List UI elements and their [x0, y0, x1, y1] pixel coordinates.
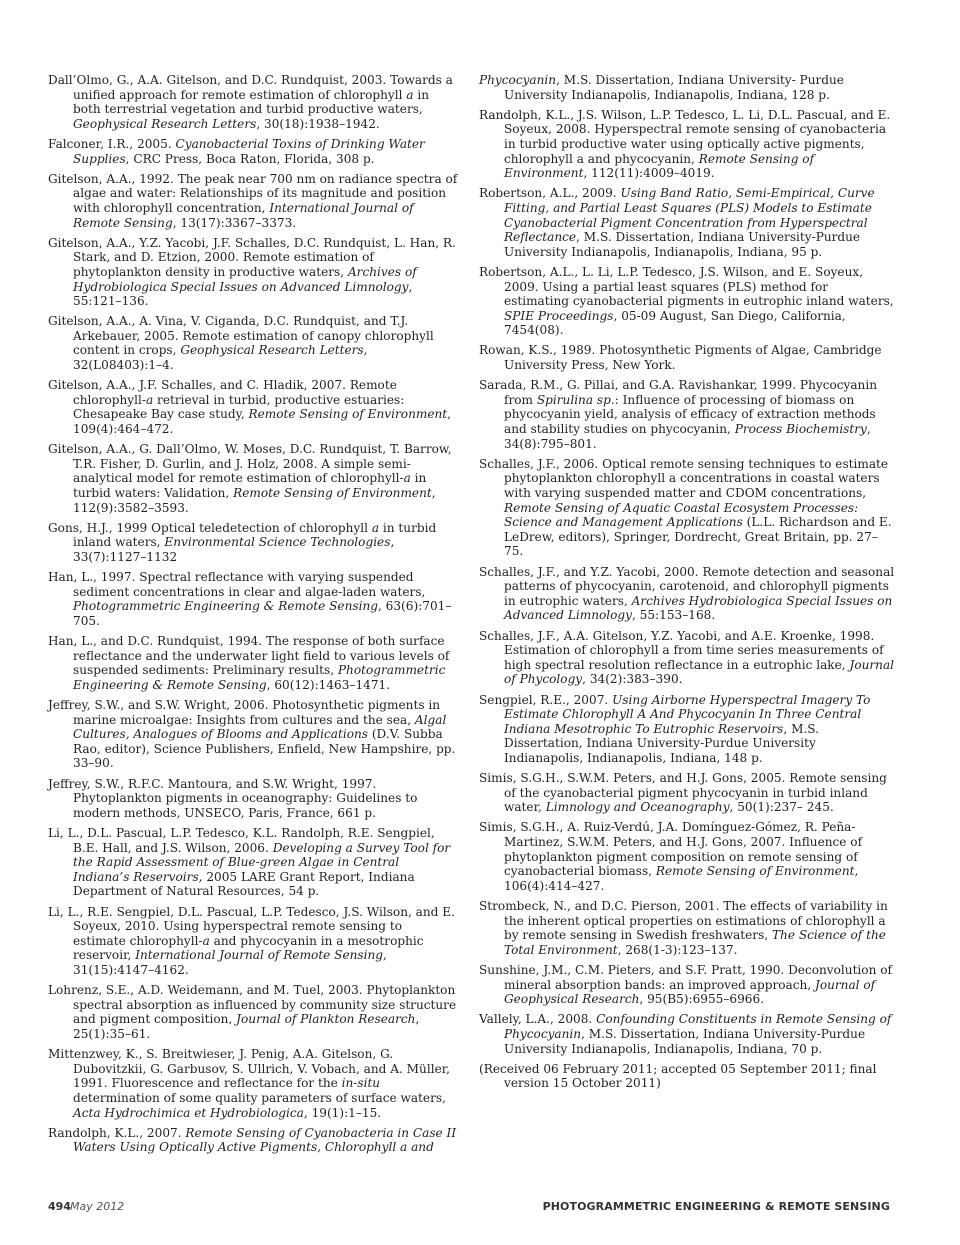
- reference-italic-text: Photogrammetric Engineering & Remote Sensing: [73, 599, 378, 614]
- reference-text: Vallely, L.A., 2008.: [479, 1012, 597, 1027]
- reference-italic-text: Geophysical Research Letters: [180, 343, 364, 358]
- reference-text: Han, L., 1997. Spectral reflectance with varying suspended sediment concentrations in clear and algae-laden waters,: [48, 570, 426, 599]
- reference-entry: [48, 236, 458, 309]
- reference-text: , 95(B5):6955–6966.: [639, 992, 765, 1007]
- reference-text: Li, L., D.L. Pascual, L.P. Tedesco, K.L. Randolph, R.E. Sengpiel, B.E. Hall, and J.S. Wilson, 2006.: [48, 826, 435, 855]
- reference-text: , 05-09 August, San Diego, California, 7454(08).: [504, 308, 846, 338]
- reference-text: in turbid waters: Validation,: [73, 471, 427, 500]
- reference-text: Strombeck, N., and D.C. Pierson, 2001. The effects of variability in the inherent optical properties on estimations of chlorophyll a by remote sensing in Swedish freshwaters,: [479, 899, 888, 943]
- reference-italic-text: a: [371, 520, 380, 535]
- reference-text: , M.S. Dissertation, Indiana University-Purdue University Indianapolis, Indianapolis, Indiana, 70 p.: [504, 1026, 866, 1056]
- reference-text: Rowan, K.S., 1989. Photosynthetic Pigments of Algae, Cambridge University Press, New York.: [479, 343, 882, 373]
- reference-entry: [48, 570, 458, 628]
- reference-entry: [479, 629, 895, 687]
- reference-italic-text: SPIE Proceedings: [504, 308, 614, 323]
- reference-italic-text: Archives Hydrobiologica Special Issues on Advanced Limnology: [504, 593, 893, 623]
- reference-italic-text: a: [406, 87, 414, 102]
- reference-entry: [479, 899, 895, 957]
- reference-italic-text: Archives of Hydrobiologica Special Issues on Advanced Limnology: [73, 264, 417, 294]
- reference-entry: [479, 1062, 895, 1091]
- reference-entry: [48, 777, 458, 821]
- reference-entry: [479, 820, 895, 893]
- reference-entry: [479, 457, 895, 559]
- reference-text: , 268(1-3):123–137.: [617, 942, 738, 957]
- reference-italic-text: Limnology and Oceanography: [545, 800, 730, 815]
- reference-text: determination of some quality parameters of surface waters,: [73, 1090, 446, 1105]
- reference-text: , 13(17):3367–3373.: [172, 215, 297, 230]
- reference-text: Simis, S.G.H., S.W.M. Peters, and H.J. Gons, 2005. Remote sensing of the cyanobacterial pigment phycocyanin in turbid inland water,: [479, 771, 887, 815]
- reference-entry: [479, 343, 895, 372]
- reference-text: , 109(4):464–472.: [73, 407, 451, 437]
- reference-text: , 55:153–168.: [631, 608, 716, 623]
- reference-entry: [479, 565, 895, 623]
- reference-entry: [479, 693, 895, 766]
- reference-entry: [48, 172, 458, 230]
- reference-text: , 30(18):1938–1942.: [256, 116, 380, 131]
- reference-text: , 112(9):3582–3593.: [73, 486, 436, 515]
- reference-text: Sengpiel, R.E., 2007.: [479, 692, 613, 707]
- reference-text: (L.L. Richardson and E. LeDrew, editors), Springer, Dordrecht, Great Britain, pp. 27–75.: [504, 515, 892, 559]
- reference-text: , 34(8):795–801.: [504, 422, 871, 451]
- reference-italic-text: Remote Sensing of Aquatic Coastal Ecosystem Processes: Science and Management Applications: [504, 500, 859, 530]
- reference-text: Sarada, R.M., G. Pillai, and G.A. Ravishankar, 1999. Phycocyanin from: [479, 378, 878, 407]
- reference-text: , 25(1):35–61.: [73, 1012, 420, 1041]
- reference-text: , 19(1):1–15.: [303, 1105, 382, 1120]
- reference-text: , M.S. Dissertation, Indiana University-Purdue University Indianapolis, Indianapolis, Indiana, 95 p.: [504, 230, 861, 259]
- reference-entry: [48, 314, 458, 372]
- reference-text: , 60(12):1463–1471.: [266, 677, 391, 692]
- reference-text: , 55:121–136.: [73, 279, 413, 309]
- reference-text: , 112(11):4009–4019.: [583, 166, 715, 181]
- reference-text: Gitelson, A.A., A. Vina, V. Ciganda, D.C. Rundquist, and T.J. Arkebauer, 2005. Remote estimation of canopy chlorophyll content in crops,: [48, 314, 434, 358]
- reference-entry: [479, 963, 895, 1007]
- reference-entry: [48, 73, 458, 131]
- reference-text: Schalles, J.F., A.A. Gitelson, Y.Z. Yacobi, and A.E. Kroenke, 1998. Estimation of chlorophyll a from time series measurements of high spectral resolution reflectance in a eutrophic lake,: [479, 628, 884, 672]
- reference-text: Gitelson, A.A., J.F. Schalles, and C. Hladik, 2007. Remote chlorophyll-: [48, 378, 397, 407]
- reference-text: : Influence of processing of biomass on phycocyanin yield, analysis of efficacy of extraction methods and stability studies on phycocyanin,: [504, 392, 876, 437]
- reference-text: Randolph, K.L., 2007.: [48, 1125, 186, 1140]
- reference-entry: [48, 634, 458, 692]
- reference-italic-text: Remote Sensing of Environment: [655, 864, 855, 879]
- journal-name: PHOTOGRAMMETRIC ENGINEERING & REMOTE SENSING: [542, 1200, 890, 1213]
- reference-italic-text: a: [403, 471, 411, 486]
- reference-text: and phycocyanin in a mesotrophic reservoir,: [73, 933, 424, 963]
- reference-italic-text: Remote Sensing of Environment: [504, 151, 815, 181]
- reference-text: Li, L., R.E. Sengpiel, D.L. Pascual, L.P. Tedesco, J.S. Wilson, and E. Soyeux, 2010. Using hyperspectral remote sensing to estimate chlorophyll-: [48, 904, 455, 948]
- reference-text: Gons, H.J., 1999 Optical teledetection of chlorophyll: [48, 520, 372, 535]
- reference-entry: [48, 826, 458, 899]
- reference-text: in both terrestrial vegetation and turbid productive waters,: [73, 87, 430, 117]
- reference-italic-text: a: [202, 933, 210, 948]
- reference-italic-text: Algal Cultures, Analogues of Blooms and Applications: [73, 712, 447, 742]
- reference-text: , 31(15):4147–4162.: [73, 948, 387, 977]
- reference-italic-text: The Science of the Total Environment: [504, 928, 886, 957]
- reference-italic-text: Journal of Geophysical Research: [504, 977, 876, 1007]
- reference-text: , 106(4):414–427.: [504, 864, 859, 893]
- page-number: 494: [48, 1200, 71, 1213]
- references-right-column: [479, 73, 895, 1097]
- reference-text: , 50(1):237– 245.: [729, 800, 834, 815]
- reference-entry: [479, 108, 895, 181]
- reference-text: , 34(2):383–390.: [582, 672, 683, 687]
- reference-italic-text: in-situ: [341, 1076, 381, 1091]
- page-footer: [48, 1200, 890, 1216]
- reference-text: , 2005 LARE Grant Report, Indiana Department of Natural Resources, 54 p.: [73, 869, 415, 899]
- reference-italic-text: Using Band Ratio, Semi-Empirical, Curve Fitting, and Partial Least Squares (PLS) Models to Estimate Cyanobacterial Pigment Concentration from Hyperspectral Reflectance: [504, 186, 875, 245]
- reference-italic-text: Environmental Science Technologies: [164, 535, 391, 550]
- reference-text: Gitelson, A.A., 1992. The peak near 700 nm on radiance spectra of algae and water: Relationships of its magnitude and position with chlorophyll concentration,: [48, 171, 458, 215]
- reference-text: in turbid inland waters,: [73, 520, 437, 550]
- reference-entry: [48, 983, 458, 1041]
- reference-entry: [479, 378, 895, 451]
- reference-text: Han, L., and D.C. Rundquist, 1994. The response of both surface reflectance and the underwater light field to various levels of suspended sediments: Preliminary results,: [48, 634, 450, 678]
- reference-entry: [479, 771, 895, 815]
- reference-italic-text: Journal of Phycology: [504, 657, 895, 687]
- reference-entry: [48, 698, 458, 771]
- reference-text: Gitelson, A.A., Y.Z. Yacobi, J.F. Schalles, D.C. Rundquist, L. Han, R. Stark, and D. Etzion, 2000. Remote estimation of phytoplankton density in productive waters,: [48, 235, 456, 279]
- reference-entry: [48, 1047, 458, 1120]
- reference-italic-text: Photogrammetric Engineering & Remote Sensing: [73, 663, 446, 692]
- reference-text: Falconer, I.R., 2005.: [48, 136, 176, 151]
- reference-entry: [48, 905, 458, 978]
- reference-italic-text: a: [145, 392, 154, 407]
- reference-text: Sunshine, J.M., C.M. Pieters, and S.F. Pratt, 1990. Deconvolution of mineral absorption bands: an improved approach,: [479, 962, 892, 992]
- reference-text: , M.S. Dissertation, Indiana University-Purdue University Indianapolis, Indianapolis, Indiana, 148 p.: [504, 721, 820, 765]
- reference-text: (D.V. Subba Rao, editor), Science Publishers, Enfield, New Hampshire, pp. 33–90.: [73, 727, 456, 771]
- reference-text: retrieval in turbid, productive estuaries: Chesapeake Bay case study,: [73, 392, 405, 422]
- reference-entry: [479, 186, 895, 259]
- reference-entry: [479, 73, 895, 102]
- reference-italic-text: Acta Hydrochimica et Hydrobiologica: [73, 1105, 304, 1120]
- reference-text: Robertson, A.L., L. Li, L.P. Tedesco, J.S. Wilson, and E. Soyeux, 2009. Using a partial least squares (PLS) method for estimating cyanobacterial pigments in eutrophic inland waters,: [479, 264, 894, 309]
- reference-entry: [48, 442, 458, 515]
- reference-italic-text: International Journal of Remote Sensing: [135, 948, 384, 963]
- reference-italic-text: International Journal of Remote Sensing: [73, 200, 414, 230]
- reference-text: (Received 06 February 2011; accepted 05 September 2011; final version 15 October 2011): [479, 1061, 877, 1091]
- reference-text: Dall’Olmo, G., A.A. Gitelson, and D.C. Rundquist, 2003. Towards a unified approach for remote estimation of chlorophyll: [48, 73, 453, 102]
- reference-entry: [479, 1012, 895, 1056]
- references-left-column: [48, 73, 458, 1160]
- reference-text: Simis, S.G.H., A. Ruiz-Verdú, J.A. Domínguez-Gómez, R. Peña-Martinez, S.W.M. Peters, and H.J. Gons, 2007. Influence of phytoplankton pigment composition on remote sensing of cyanobacterial biomass,: [479, 820, 863, 879]
- reference-text: Robertson, A.L., 2009.: [479, 186, 621, 201]
- reference-text: Schalles, J.F., 2006. Optical remote sensing techniques to estimate phytoplankton chlorophyll a concentrations in coastal waters with varying suspended matter and CDOM concentrations,: [479, 456, 889, 500]
- reference-text: , 63(6):701–705.: [73, 599, 452, 628]
- reference-italic-text: Developing a Survey Tool for the Rapid Assessment of Blue-green Algae in Central Indiana’s Reservoirs: [73, 840, 451, 884]
- reference-text: Mittenzwey, K., S. Breitwieser, J. Penig, A.A. Gitelson, G. Dubovitzkii, G. Garbusov, S. Ullrich, V. Vobach, and A. Müller, 1991. Fluorescence and reflectance for the: [48, 1047, 451, 1091]
- reference-text: , CRC Press, Boca Raton, Florida, 308 p.: [125, 151, 375, 166]
- reference-italic-text: Spirulina sp.: [536, 392, 615, 407]
- issue-date: May 2012: [70, 1200, 125, 1213]
- reference-entry: [48, 378, 458, 436]
- reference-italic-text: Remote Sensing of Cyanobacteria in Case II Waters Using Optically Active Pigments, Chlorophyll a and: [73, 1125, 457, 1155]
- reference-text: Lohrenz, S.E., A.D. Weidemann, and M. Tuel, 2003. Phytoplankton spectral absorption as influenced by community size structure and pigment composition,: [48, 983, 457, 1027]
- reference-italic-text: Remote Sensing of Environment: [233, 486, 432, 500]
- reference-text: Jeffrey, S.W., R.F.C. Mantoura, and S.W. Wright, 1997. Phytoplankton pigments in oceanography: Guidelines to modern methods, UNSECO, Paris, France, 661 p.: [48, 776, 418, 820]
- reference-text: , 32(L08403):1–4.: [73, 343, 368, 373]
- reference-italic-text: Remote Sensing of Environment: [248, 407, 448, 422]
- reference-text: Gitelson, A.A., G. Dall’Olmo, W. Moses, D.C. Rundquist, T. Barrow, T.R. Fisher, D. Gurlin, and J. Holz, 2008. A simple semi-analytical model for remote estimation of chlorophyll-: [48, 442, 452, 486]
- reference-italic-text: Using Airborne Hyperspectral Imagery To Estimate Chlorophyll A And Phycocyanin In Three Central Indiana Mesotrophic To Eutrophic Reservoirs: [504, 692, 871, 736]
- reference-entry: [479, 265, 895, 338]
- reference-italic-text: Geophysical Research Letters: [73, 116, 257, 131]
- reference-italic-text: Cyanobacterial Toxins of Drinking Water Supplies: [73, 136, 425, 166]
- reference-italic-text: Process Biochemistry: [734, 422, 867, 437]
- reference-italic-text: Confounding Constituents in Remote Sensing of Phycocyanin: [504, 1012, 892, 1041]
- reference-text: , M.S. Dissertation, Indiana University- Purdue University Indianapolis, Indianapolis, Indiana, 128 p.: [504, 73, 844, 102]
- reference-text: , 33(7):1127–1132: [73, 535, 395, 564]
- reference-entry: [48, 1126, 458, 1155]
- reference-text: Randolph, K.L., J.S. Wilson, L.P. Tedesco, L. Li, D.L. Pascual, and E. Soyeux, 2008. Hyperspectral remote sensing of cyanobacteria in turbid productive water using optically active pigments, chlorophyll a and phycocyanin,: [479, 107, 891, 166]
- reference-text: Schalles, J.F., and Y.Z. Yacobi, 2000. Remote detection and seasonal patterns of phycocyanin, carotenoid, and chlorophyll pigments in eutrophic waters,: [479, 564, 895, 608]
- reference-entry: [48, 521, 458, 565]
- reference-entry: [48, 137, 458, 166]
- reference-italic-text: Journal of Plankton Research: [236, 1012, 416, 1027]
- reference-italic-text: Phycocyanin: [479, 73, 557, 87]
- reference-text: Jeffrey, S.W., and S.W. Wright, 2006. Photosynthetic pigments in marine microalgae: Insights from cultures and the sea,: [48, 698, 441, 727]
